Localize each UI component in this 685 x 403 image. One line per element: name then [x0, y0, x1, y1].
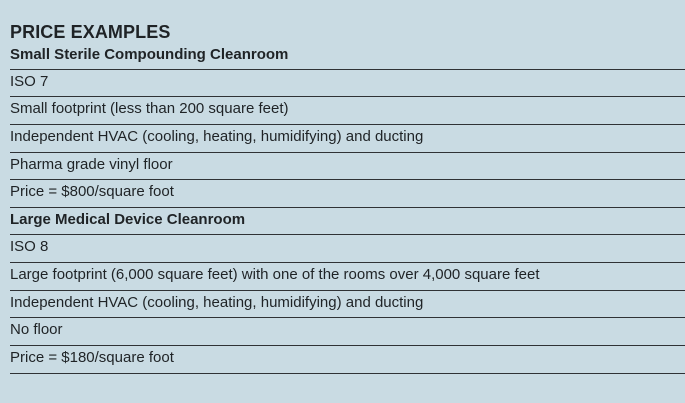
divider	[10, 262, 685, 263]
list-item: Small footprint (less than 200 square feet)	[10, 100, 289, 117]
divider	[10, 207, 685, 208]
divider	[10, 124, 685, 125]
list-item: Independent HVAC (cooling, heating, humidifying) and ducting	[10, 294, 424, 311]
price-line: Price = $180/square foot	[10, 349, 174, 366]
divider	[10, 179, 685, 180]
section-heading: Small Sterile Compounding Cleanroom	[10, 46, 289, 63]
divider	[10, 234, 685, 235]
price-line: Price = $800/square foot	[10, 183, 174, 200]
list-item: ISO 8	[10, 238, 49, 255]
divider	[10, 290, 685, 291]
divider	[10, 317, 685, 318]
list-item: Independent HVAC (cooling, heating, humidifying) and ducting	[10, 128, 424, 145]
list-item: Large footprint (6,000 square feet) with one of the rooms over 4,000 square feet	[10, 266, 540, 283]
list-item: ISO 7	[10, 73, 49, 90]
list-item: No floor	[10, 321, 63, 338]
section-heading: Large Medical Device Cleanroom	[10, 211, 246, 228]
panel-title: PRICE EXAMPLES	[10, 22, 171, 42]
divider	[10, 373, 685, 374]
divider	[10, 345, 685, 346]
divider	[10, 96, 685, 97]
divider	[10, 69, 685, 70]
divider	[10, 152, 685, 153]
list-item: Pharma grade vinyl floor	[10, 156, 173, 173]
